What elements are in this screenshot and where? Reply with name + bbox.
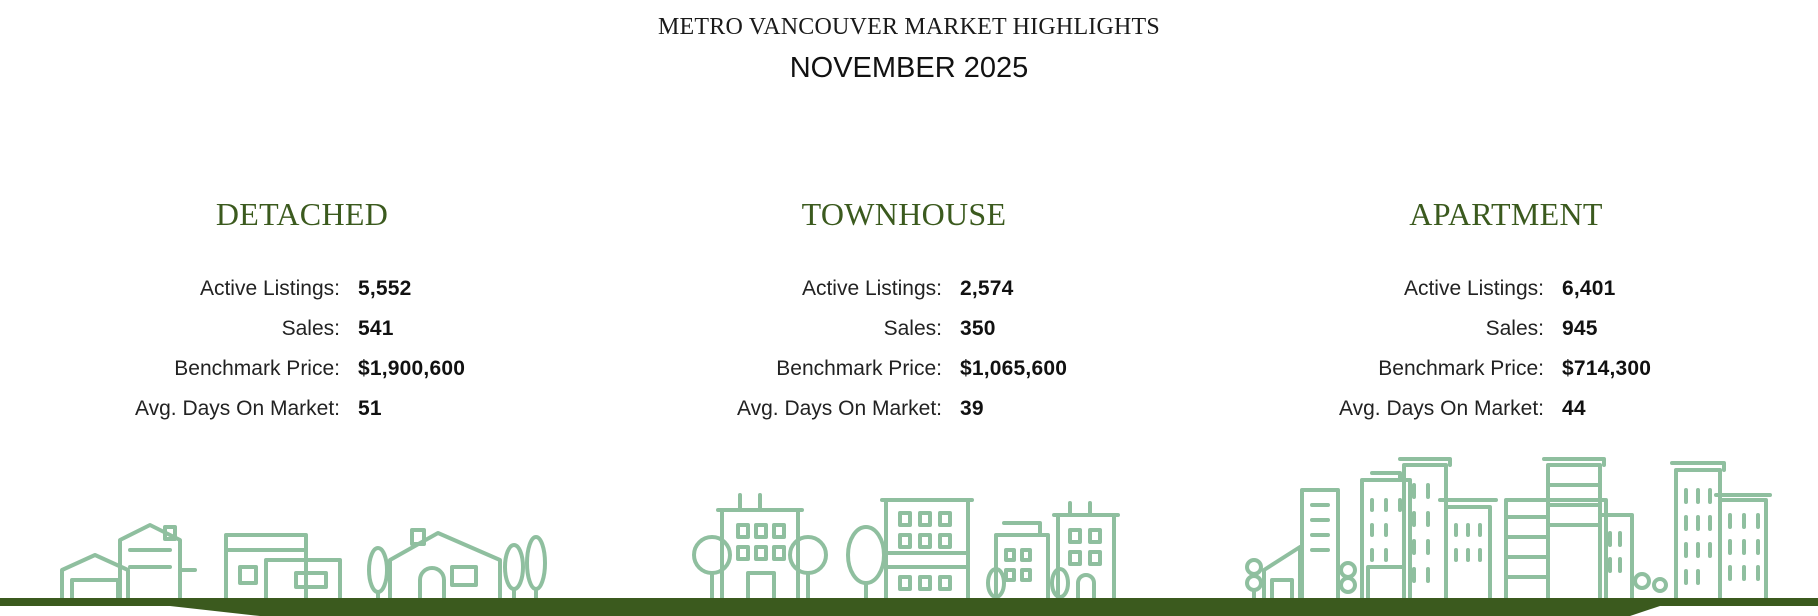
stat-row-sales (22, 309, 582, 349)
houses-illustration (62, 525, 545, 600)
section-townhouse (624, 196, 1184, 429)
stat-value: 5,552 (358, 277, 412, 300)
stat-value: 51 (358, 397, 382, 420)
stat-label: Avg. Days On Market: (736, 397, 942, 420)
section-title: DETACHED (215, 196, 389, 232)
stat-row-days-on-market (624, 389, 1184, 429)
skyline-illustration (0, 455, 1818, 605)
section-title: APARTMENT (1409, 196, 1603, 232)
stat-row-sales (624, 309, 1184, 349)
report-title: METRO VANCOUVER MARKET HIGHLIGHTS (658, 14, 1160, 40)
stat-row-active-listings (1226, 269, 1786, 309)
stat-row-benchmark-price (1226, 349, 1786, 389)
stat-value: 2,574 (960, 277, 1014, 300)
stat-label: Active Listings: (199, 277, 340, 300)
stat-value: 6,401 (1562, 277, 1616, 300)
townhouses-illustration (694, 495, 1118, 600)
section-detached (22, 196, 582, 429)
stats-list (624, 269, 1184, 429)
stat-value: 39 (960, 397, 984, 420)
section-title: TOWNHOUSE (801, 196, 1007, 232)
stat-label: Sales: (883, 317, 942, 340)
stat-label: Benchmark Price: (776, 357, 942, 380)
stat-row-active-listings (624, 269, 1184, 309)
stat-label: Sales: (281, 317, 340, 340)
stat-value: $1,065,600 (960, 357, 1068, 380)
stat-row-benchmark-price (22, 349, 582, 389)
stat-value: 44 (1562, 397, 1586, 420)
section-apartment (1226, 196, 1786, 429)
stat-value: 541 (358, 317, 394, 340)
ground-band (0, 598, 1818, 616)
stat-row-sales (1226, 309, 1786, 349)
stat-value: $714,300 (1562, 357, 1652, 380)
report-month: NOVEMBER 2025 (789, 52, 1029, 84)
stat-value: 350 (960, 317, 996, 340)
stats-list (22, 269, 582, 429)
stat-label: Avg. Days On Market: (1338, 397, 1544, 420)
stat-value: $1,900,600 (358, 357, 466, 380)
stat-row-benchmark-price (624, 349, 1184, 389)
stat-label: Benchmark Price: (1378, 357, 1544, 380)
stat-label: Active Listings: (1403, 277, 1544, 300)
stat-row-days-on-market (1226, 389, 1786, 429)
apartments-illustration (1247, 459, 1770, 600)
stats-list (1226, 269, 1786, 429)
stat-row-active-listings (22, 269, 582, 309)
stat-value: 945 (1562, 317, 1598, 340)
stat-label: Active Listings: (801, 277, 942, 300)
stat-label: Sales: (1485, 317, 1544, 340)
stat-label: Benchmark Price: (174, 357, 340, 380)
stat-row-days-on-market (22, 389, 582, 429)
stat-label: Avg. Days On Market: (134, 397, 340, 420)
